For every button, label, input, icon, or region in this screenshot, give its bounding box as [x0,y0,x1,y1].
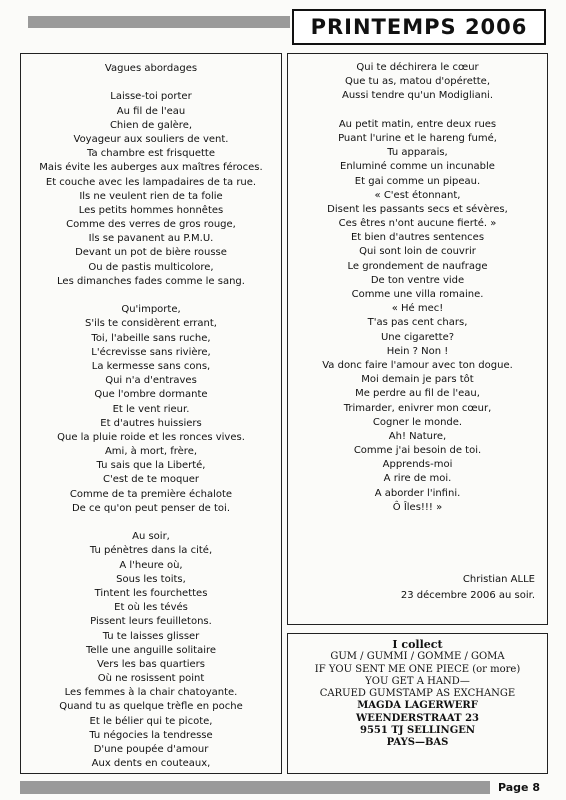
poem-line: Enluminé comme un incunable [340,161,495,173]
poem-line: Laisse-toi porter [110,91,192,103]
poem-line: Mais évite les auberges aux maîtres féroces. [39,162,263,174]
ad-line: 9551 TJ SELLINGEN [360,725,475,737]
poem-line: Vers les bas quartiers [97,658,205,670]
poem-line: Pissent leurs feuilletons. [90,616,212,628]
poem-line: Au petit matin, entre deux rues [338,118,497,130]
poem-line: « Hé mec! [391,303,444,315]
poem-line: Ces êtres n'ont aucune fierté. » [338,218,497,230]
poem-line: Ils se pavanent au P.M.U. [88,233,214,245]
stanza-gap [21,516,281,530]
poem-line: Tu sais que la Liberté, [96,460,206,472]
poem-line: Disent les passants secs et sévères, [327,203,508,215]
poem-line: Tu apparais, [387,147,448,159]
ad-line: MAGDA LAGERWERF [357,700,478,712]
poem-line: Apprends-moi [382,459,453,471]
poem-line: Au soir, [132,531,170,543]
poem-line: Qui sont loin de couvrir [359,246,476,258]
poem-line: Où ne rosissent point [97,673,205,685]
poem-line: Comme une villa romaine. [351,289,484,300]
poem-line: L'écrevisse sans rivière, [91,346,211,358]
stanza-gap [21,289,281,303]
poem-line: Comme de ta première échalote [69,488,233,500]
ad-line: WEENDERSTRAAT 23 [355,712,479,724]
poem-line: Quand tu as quelque trèfle en poche [59,701,243,713]
stanza-gap [21,76,281,90]
poem-line: « C'est étonnant, [374,189,461,201]
poem-line: Tintent les fourchettes [94,587,208,599]
poem-line: Sous les toits, [116,573,186,585]
poem-line: Ami, à mort, frère, [104,446,198,458]
poem-line: Moi demain je pars tôt [361,374,474,386]
ad-line: CARUED GUMSTAMP AS EXCHANGE [319,688,516,700]
poem-line: Puant l'urine et le hareng fumé, [338,132,497,144]
poem-line: C'est de te moquer [103,474,199,486]
poem-line: Au fil de l'eau [116,105,186,117]
poem-line: Et le bélier qui te picote, [89,715,213,727]
poem-line: Qui n'a d'entraves [105,375,197,387]
poem-line: Et d'autres huissiers [100,417,202,429]
poem-line: Toi, l'abeille sans ruche, [91,332,211,344]
poem-line: Qu'importe, [121,304,181,316]
poem-line: Les dimanches fades comme le sang. [57,275,245,287]
poem-line: Que l'ombre dormante [94,389,208,401]
poem-line: Ô Îles!!! » [392,501,443,513]
poem-line: Comme j'ai besoin de toi. [353,445,482,457]
poem-line: Et le vent rieur. [112,403,190,415]
poem-line: Qui te déchirera le cœur [356,62,479,73]
classified-ad [287,633,548,774]
ad-line: GUM / GUMMI / GOMME / GOMA [330,651,505,663]
poem-line: Me perdre au fil de l'eau, [355,388,480,400]
poem-line: Une cigarette? [380,331,455,343]
poem-line: Ah! Nature, [388,430,447,442]
header-band [28,16,290,28]
footer-band [20,781,490,794]
poem-line: De ton ventre vide [370,274,465,286]
poem-line: Le grondement de naufrage [347,260,488,272]
poem-column-left [20,53,282,774]
poem-line: Et bien d'autres sentences [350,232,485,244]
poem-line: Et couche avec les lampadaires de ta rue. [45,176,257,188]
masthead-title: PRINTEMPS 2006 [310,15,528,39]
poem-column-right [287,53,548,625]
poem-line: Et où les tévés [114,602,188,614]
poem-line: Cogner le monde. [372,416,463,428]
poem-line: A aborder l'infini. [374,487,461,499]
poem-line: Ils ne veulent rien de ta folie [79,190,223,202]
poem-line: T'as pas cent chars, [367,317,468,329]
poem-title: Vagues abordages [104,63,198,74]
poem-line: Ta chambre est frisquette [87,148,215,160]
poem-line: Voyageur aux souliers de vent. [73,133,229,145]
poem-line: Que tu as, matou d'opérette, [344,76,491,88]
poem-line: Devant un pot de bière rousse [75,247,227,259]
poem-line: Telle une anguille solitaire [85,644,217,656]
poem-body-right [288,61,547,515]
poem-date: 23 décembre 2006 au soir. [400,590,535,601]
poem-line: Aussi tendre qu'un Modigliani. [341,90,494,102]
poem-line: Trimarder, enivrer mon cœur, [343,402,492,414]
ad-line: IF YOU SENT ME ONE PIECE (or more) [314,663,521,675]
poem-line: A rire de moi. [383,473,452,485]
page-number: Page 8 [497,781,540,794]
ad-line: I collect [392,638,443,651]
poem-line: Tu pénètres dans la cité, [89,545,213,557]
poem-line: Les petits hommes honnêtes [78,204,224,216]
poem-line: D'une poupée d'amour [93,744,209,755]
poem-line: Ou de pastis multicolore, [88,261,214,273]
poem-author: Christian ALLE [462,574,535,585]
poem-line: Tu négocies la tendresse [89,729,213,741]
poem-line: Aux dents en couteaux, [91,758,211,770]
masthead [292,9,546,45]
poem-line: Les femmes à la chair chatoyante. [64,687,238,699]
poem-line: Comme des verres de gros rouge, [66,219,236,231]
poem-body-left [21,90,281,771]
poem-line: Que la pluie roide et les ronces vives. [57,431,245,443]
poem-line: Tu te laisses glisser [102,630,200,642]
stanza-gap [288,104,547,118]
poem-line: Hein ? Non ! [386,345,449,357]
ad-line: YOU GET A HAND— [365,675,470,687]
poem-line: Chien de galère, [109,119,193,131]
poem-line: Et gai comme un pipeau. [354,175,481,187]
ad-line: PAYS—BAS [386,737,449,749]
poem-line: S'ils te considèrent errant, [85,318,217,330]
poem-line: La kermesse sans cons, [91,360,211,372]
poem-line: A l'heure où, [119,559,183,571]
poem-line: Va donc faire l'amour avec ton dogue. [322,359,513,371]
poem-line: De ce qu'on peut penser de toi. [71,502,231,514]
